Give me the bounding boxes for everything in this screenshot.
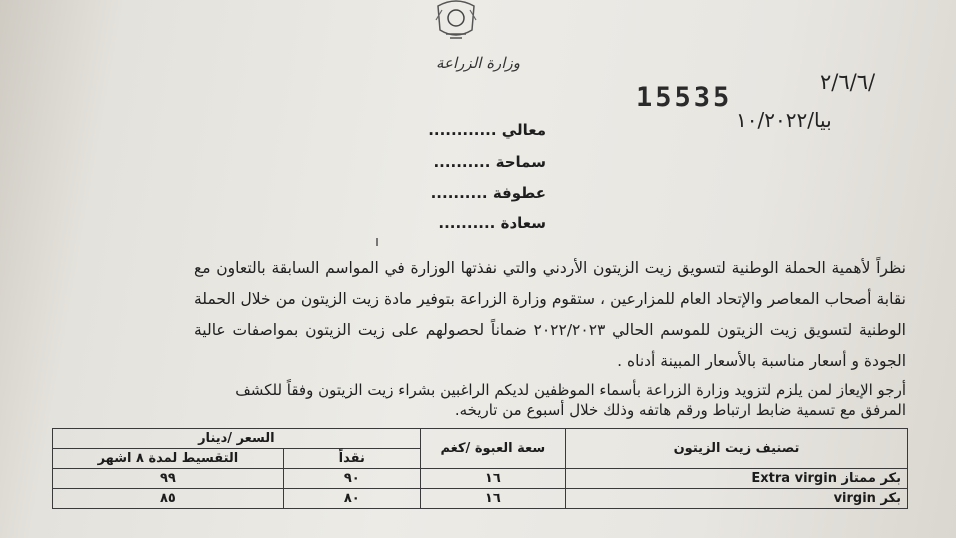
handwritten-date: ٢/٦/٦/	[820, 70, 876, 94]
header-cash: نقداً	[283, 449, 420, 469]
header-installment: التقسيط لمدة ٨ اشهر	[53, 449, 284, 469]
reference-number: 15535	[636, 82, 733, 113]
cell-installment: ٩٩	[53, 469, 284, 489]
header-capacity: سعة العبوة /كغم	[420, 429, 565, 469]
table-row	[53, 469, 908, 489]
cell-capacity: ١٦	[420, 469, 565, 489]
jordan-coat-of-arms-icon	[428, 0, 484, 44]
ministry-name: وزارة الزراعة	[436, 54, 520, 72]
salutation-eminence: سماحة ..........	[433, 153, 546, 171]
cell-cash: ٨٠	[283, 489, 420, 509]
salutation-excellency: معالي ............	[428, 121, 546, 139]
scan-mark	[376, 238, 378, 246]
table-header-row	[53, 429, 908, 449]
body-paragraph-1: نظراً لأهمية الحملة الوطنية لتسويق زيت الزيتون الأردني والتي نفذتها الوزارة في المواسم السابقة بالتعاون مع نقابة أصحاب المعاصر والإتحاد العام للمزارعين ، ستقوم وزارة الزراعة بتوفير مادة زيت الزيتون من خلال الحملة الوطنية لتسويق زيت الزيتون للموسم الحالي ٢٠٢٢/٢٠٢٣ ضماناً لحصولهم على زيت الزيتون بمواصفات عالية الجودة و أسعار مناسبة بالأسعار المبينة أدناه .	[194, 259, 906, 370]
header-classification: تصنيف زيت الزيتون	[566, 429, 908, 469]
salutation-grace: عطوفة ..........	[430, 184, 546, 202]
body-paragraph-2: أرجو الإيعاز لمن يلزم لتزويد وزارة الزراعة بأسماء الموظفين لديكم الراغبين بشراء زيت الزيتون وفقاً للكشف المرفق مع تسمية ضابط ارتباط ورقم هاتفه وذلك خلال أسبوع من تاريخه.	[235, 381, 906, 419]
cell-classification: بكر virgin	[566, 489, 908, 509]
table-row	[53, 489, 908, 509]
cell-installment: ٨٥	[53, 489, 284, 509]
header-price: السعر /دينار	[53, 429, 421, 449]
salutation-honor: سعادة ..........	[438, 214, 546, 232]
letter-date: بيا/١٠/٢٠٢٢	[736, 108, 832, 132]
cell-capacity: ١٦	[420, 489, 565, 509]
price-table	[52, 428, 908, 509]
cell-classification: بكر ممتاز Extra virgin	[566, 469, 908, 489]
cell-cash: ٩٠	[283, 469, 420, 489]
